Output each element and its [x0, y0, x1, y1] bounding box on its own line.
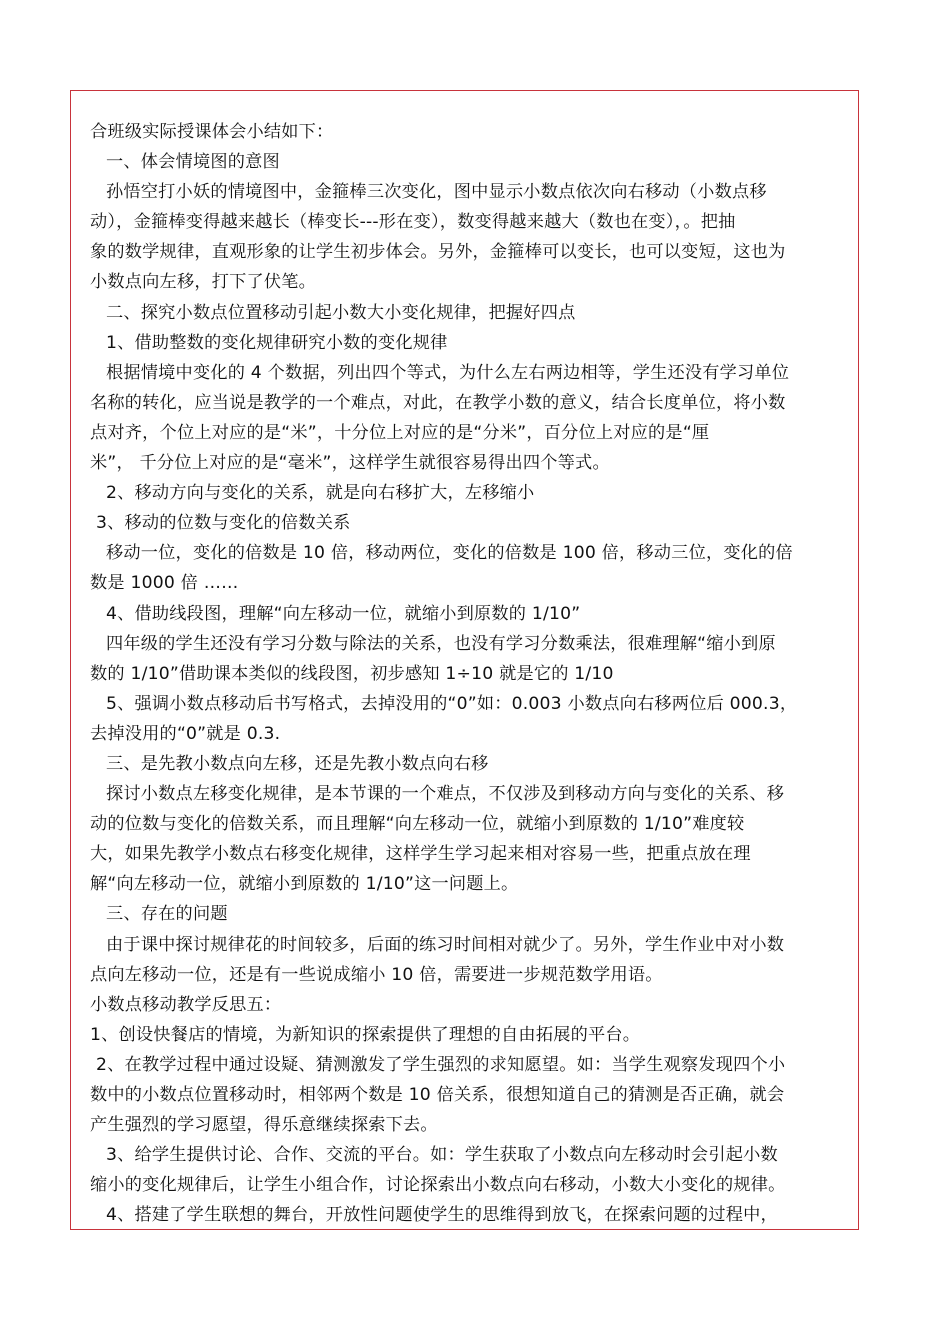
- numbered-point: 4、搭建了学生联想的舞台，开放性问题使学生的思维得到放飞，在探索问题的过程中，: [106, 1205, 778, 1226]
- numbered-point: 2、移动方向与变化的关系，就是向右移扩大，左移缩小: [106, 483, 535, 504]
- numbered-point: 2、在教学过程中通过设疑、猜测激发了学生强烈的求知愿望。如：当学生观察发现四个小: [96, 1054, 786, 1075]
- numbered-point: 3、给学生提供讨论、合作、交流的平台。如：学生获取了小数点向左移动时会引起小数: [106, 1145, 778, 1166]
- text-line: 根据情境中变化的 4 个数据，列出四个等式，为什么左右两边相等，学生还没有学习单位: [106, 362, 790, 383]
- numbered-point: 5、强调小数点移动后书写格式，去掉没用的“0”如：0.003 小数点向右移两位后 000.3，: [106, 693, 798, 714]
- text-line: 孙悟空打小妖的情境图中，金箍棒三次变化，图中显示小数点依次向右移动（小数点移: [106, 182, 767, 203]
- numbered-point: 1、借助整数的变化规律研究小数的变化规律: [106, 332, 448, 353]
- text-line: 去掉没用的“0”就是 0.3.: [90, 723, 281, 744]
- numbered-point: 3、移动的位数与变化的倍数关系: [96, 513, 351, 534]
- text-line: 动的位数与变化的倍数关系，而且理解“向左移动一位，就缩小到原数的 1/10”难度较: [90, 814, 745, 835]
- text-line: 数的 1/10”借助课本类似的线段图，初步感知 1÷10 就是它的 1/10: [90, 663, 614, 684]
- text-line: 大，如果先教学小数点右移变化规律，这样学生学习起来相对容易一些，把重点放在理: [90, 844, 751, 865]
- text-line: 米”， 千分位上对应的是“毫米”，这样学生就很容易得出四个等式。: [90, 453, 610, 474]
- text-line: 名称的转化，应当说是教学的一个难点，对此，在教学小数的意义，结合长度单位，将小数: [90, 392, 786, 413]
- text-line: 动），金箍棒变得越来越长（棒变长---形在变），数变得越来越大（数也在变），。把抽: [90, 212, 736, 233]
- text-line: 由于课中探讨规律花的时间较多，后面的练习时间相对就少了。另外，学生作业中对小数: [106, 934, 785, 955]
- text-line: 点向左移动一位，还是有一些说成缩小 10 倍，需要进一步规范数学用语。: [90, 964, 663, 985]
- text-line: 象的数学规律，直观形象的让学生初步体会。另外，金箍棒可以变长，也可以变短，这也为: [90, 242, 786, 263]
- text-line: 产生强烈的学习愿望，得乐意继续探索下去。: [90, 1115, 438, 1136]
- text-line: 小数点向左移，打下了伏笔。: [90, 272, 317, 293]
- text-line: 小数点移动教学反思五：: [90, 994, 282, 1015]
- text-line: 解“向左移动一位，就缩小到原数的 1/10”这一问题上。: [90, 874, 519, 895]
- text-line: 数中的小数点位置移动时，相邻两个数是 10 倍关系，很想知道自己的猜测是否正确，就会: [90, 1085, 785, 1105]
- section-heading: 三、存在的问题: [106, 904, 228, 925]
- text-line: 移动一位，变化的倍数是 10 倍，移动两位，变化的倍数是 100 倍，移动三位，变化的倍: [106, 543, 793, 564]
- numbered-point: 1、创设快餐店的情境，为新知识的探索提供了理想的自由拓展的平台。: [90, 1024, 641, 1045]
- text-line: 点对齐，个位上对应的是“米”，十分位上对应的是“分米”，百分位上对应的是“厘: [90, 422, 710, 443]
- text-line: 数是 1000 倍 ……: [90, 573, 239, 594]
- text-line: 合班级实际授课体会小结如下：: [90, 122, 334, 142]
- text-line: 四年级的学生还没有学习分数与除法的关系，也没有学习分数乘法，很难理解“缩小到原: [106, 633, 776, 654]
- document-body: [90, 117, 870, 1230]
- section-heading: 一、体会情境图的意图: [106, 152, 280, 173]
- section-heading: 三、是先教小数点向左移，还是先教小数点向右移: [106, 753, 489, 774]
- numbered-point: 4、借助线段图，理解“向左移动一位，就缩小到原数的 1/10”: [106, 603, 581, 624]
- section-heading: 二、探究小数点位置移动引起小数大小变化规律，把握好四点: [106, 302, 576, 323]
- text-line: 缩小的变化规律后，让学生小组合作，讨论探索出小数点向右移动，小数大小变化的规律。: [90, 1175, 786, 1196]
- text-line: 探讨小数点左移变化规律，是本节课的一个难点，不仅涉及到移动方向与变化的关系、移: [106, 784, 785, 805]
